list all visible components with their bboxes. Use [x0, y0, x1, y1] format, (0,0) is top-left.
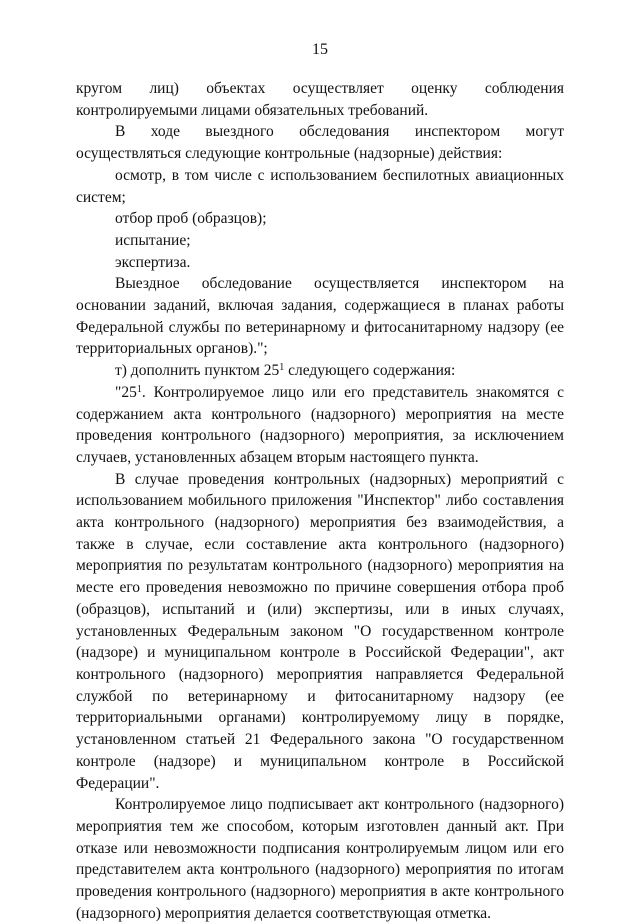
paragraph-9-text-start: "25	[115, 383, 137, 401]
document-body	[76, 78, 564, 924]
paragraph-9-superscript: 1	[136, 383, 142, 395]
paragraph-1: кругом лиц) объектах осуществляет оценку соблюдения контролируемыми лицами обязательных требований.	[76, 80, 564, 119]
paragraph-8	[76, 360, 564, 382]
paragraph-4: отбор проб (образцов);	[115, 210, 267, 228]
paragraph-6: экспертиза.	[115, 253, 191, 271]
paragraph-5: испытание;	[115, 231, 191, 249]
paragraph-3: осмотр, в том числе с использованием беспилотных авиационных систем;	[76, 166, 564, 206]
paragraph-9-text-end: . Контролируемое лицо или его представитель знакомятся с содержанием акта контрольного (надзорного) мероприятия на месте проведения контрольного (надзорного) мероприятия, за исключением случаев, установленных абзацем вторым настоящего пункта.	[76, 383, 564, 466]
paragraph-8-text-end: следующего содержания:	[284, 362, 456, 380]
paragraph-11: Контролируемое лицо подписывает акт контрольного (надзорного) мероприятия тем же способом, которым изготовлен данный акт. При отказе или невозможности подписания контролируемым лицом или его представителем акта контрольного (надзорного) мероприятия по итогам проведения контрольного (надзорного) мероприятия в акте контрольного (надзорного) мероприятия делается соответствующая отметка.	[76, 796, 564, 922]
paragraph-10: В случае проведения контрольных (надзорных) мероприятий с использованием мобильного приложения "Инспектор" либо составления акта контрольного (надзорного) мероприятия без взаимодействия, а также в случае, если составление акта контрольного (надзорного) мероприятия по результатам контрольного (надзорного) мероприятия на месте его проведения невозможно по причине совершения отбора проб (образцов), испытаний и (или) экспертизы, или в иных случаях, установленных Федеральным законом "О государственном контроле (надзоре) и муниципальном контроле в Российской Федерации", акт контрольного (надзорного) мероприятия направляется Федеральной службой по ветеринарному и фитосанитарному надзору (ее территориальными органами) контролируемому лицу в порядке, установленном статьей 21 Федерального закона "О государственном контроле (надзоре) и муниципальном контроле в Российской Федерации".	[76, 470, 564, 792]
paragraph-7: Выездное обследование осуществляется инспектором на основании заданий, включая задания, содержащиеся в планах работы Федеральной службы по ветеринарному и фитосанитарному надзору (ее территориальных органов).";	[76, 275, 564, 358]
paragraph-8-text-start: т) дополнить пунктом 25	[115, 362, 280, 380]
page-number: 15	[312, 41, 328, 58]
paragraph-9	[76, 382, 564, 469]
paragraph-2: В ходе выездного обследования инспектором могут осуществляться следующие контрольные (надзорные) действия:	[76, 123, 564, 163]
paragraph-8-superscript: 1	[279, 362, 285, 374]
